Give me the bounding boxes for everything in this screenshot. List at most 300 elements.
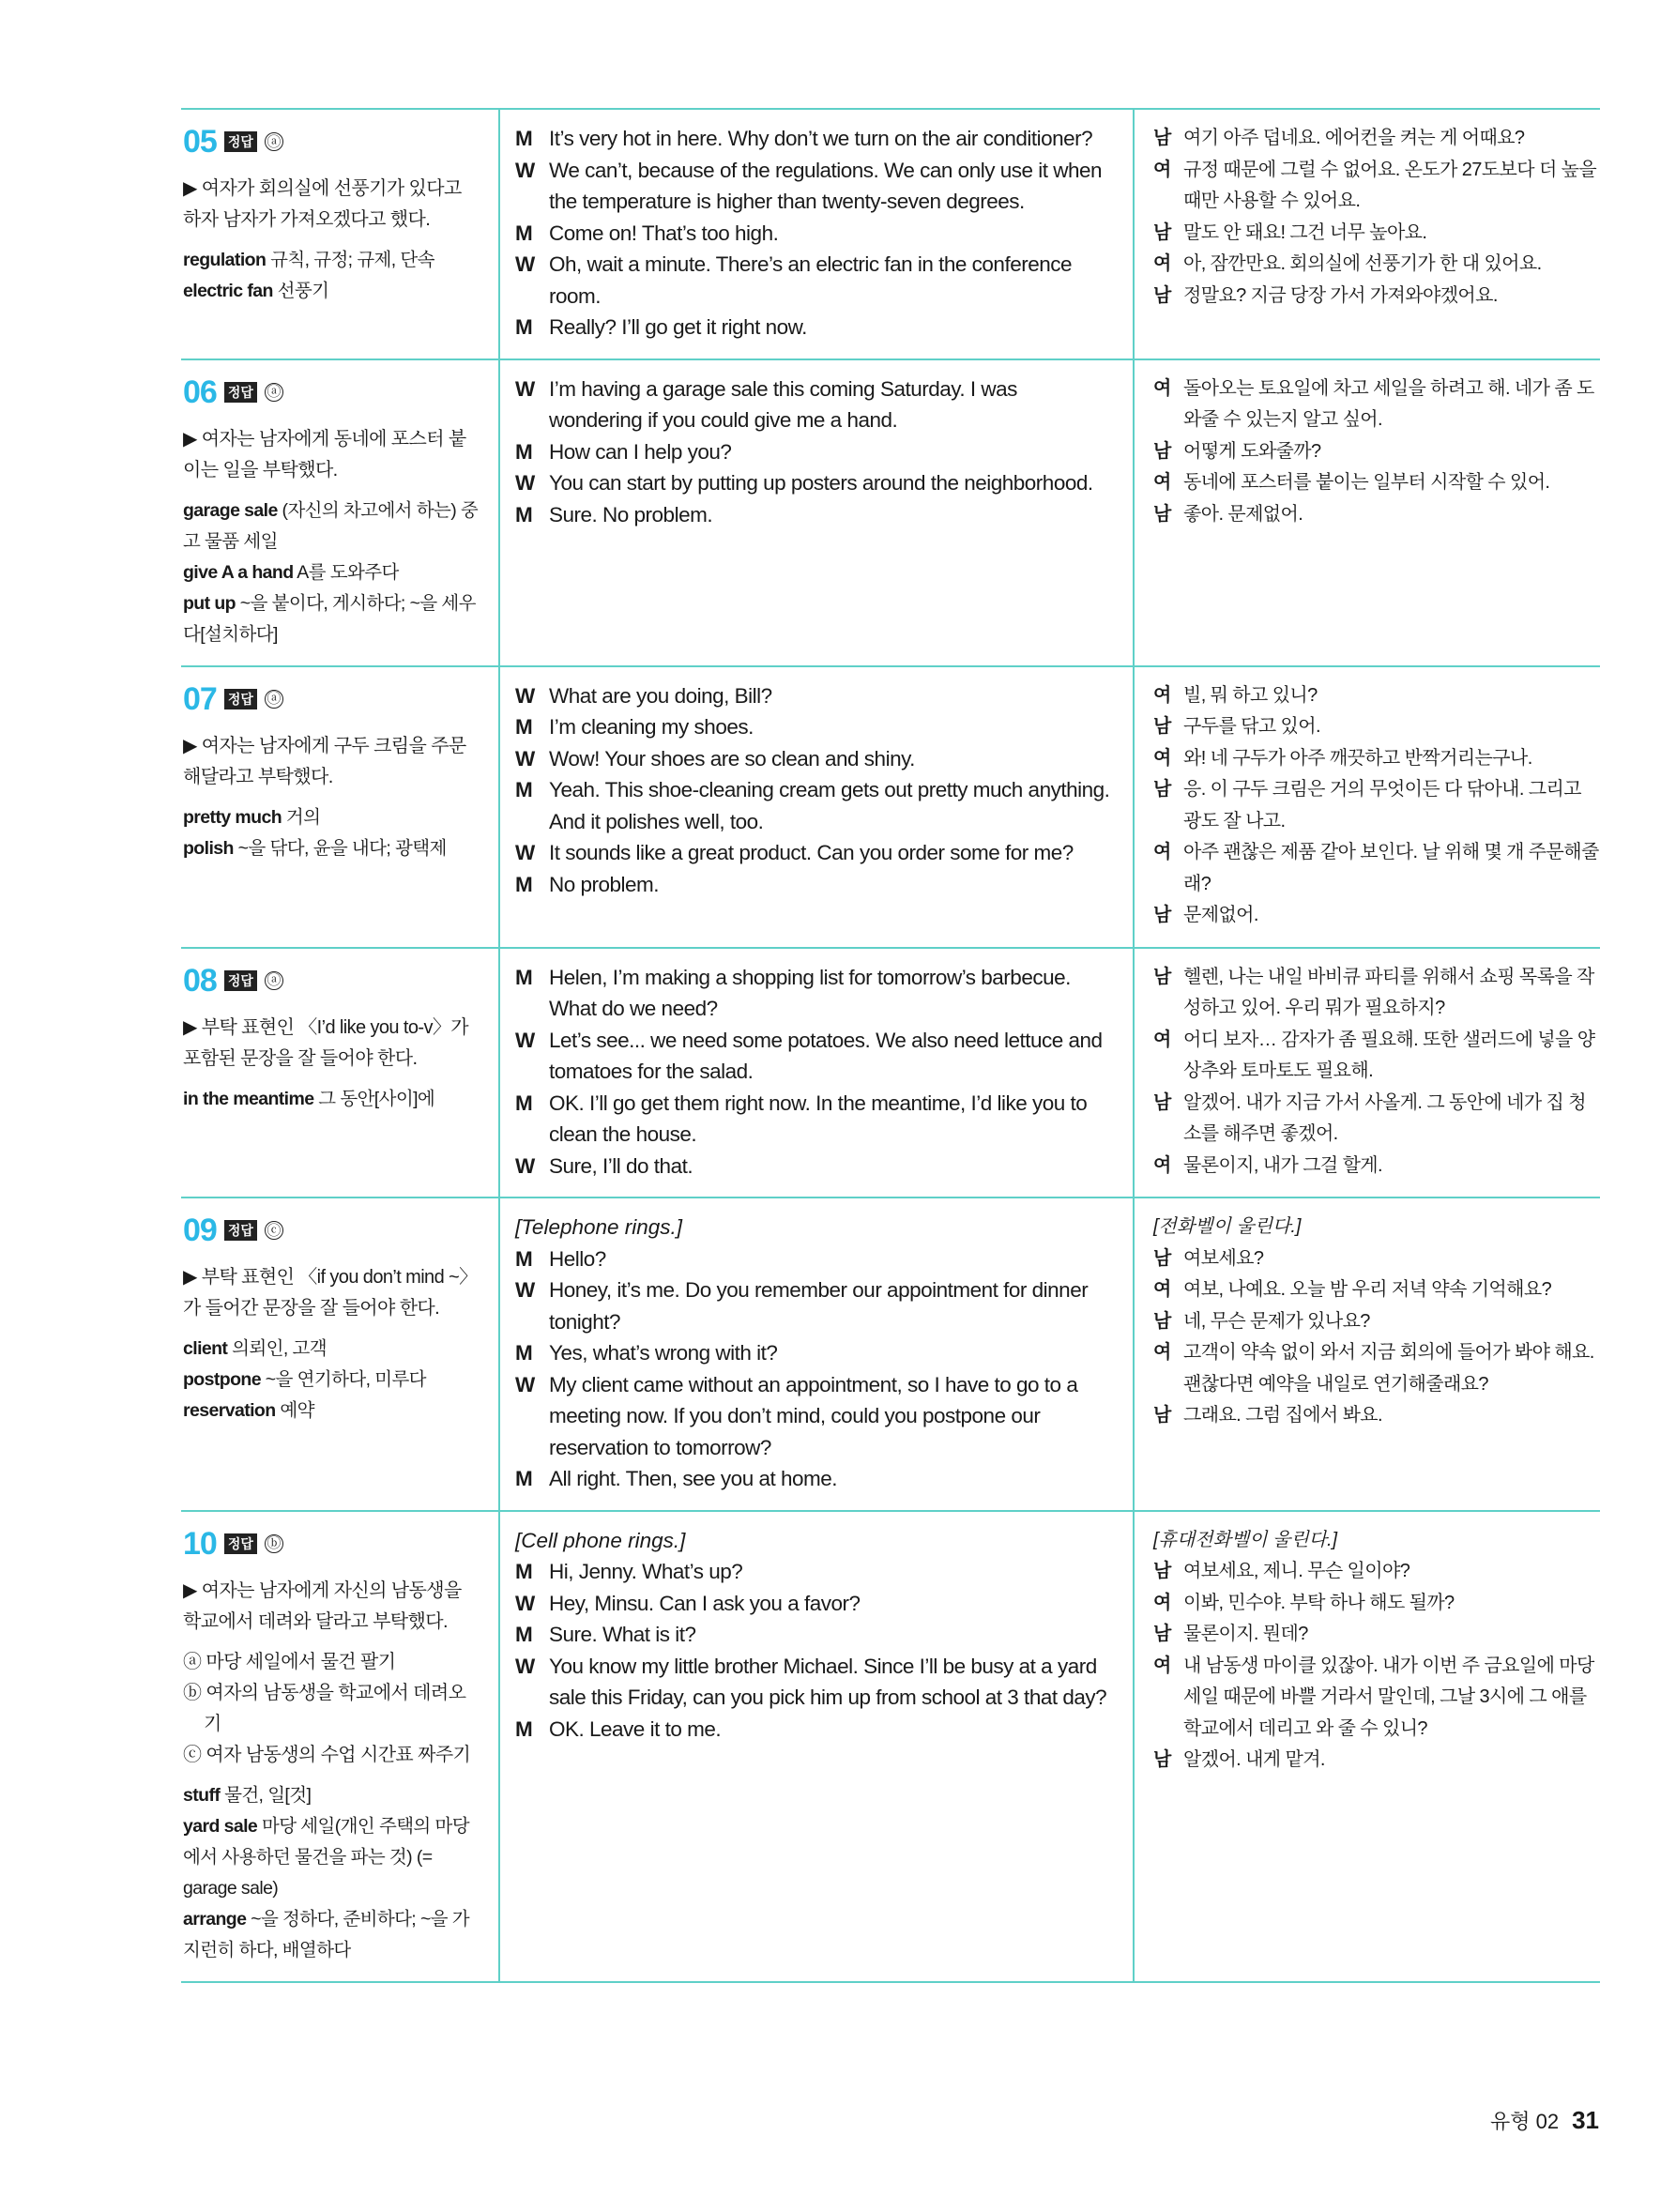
question-header [183, 962, 481, 999]
vocab-term: pretty much [183, 806, 282, 828]
line-text: 어디 보자… 감자가 좀 필요해. 또한 샐러드에 넣을 양상추와 토마토도 필요해. [1183, 1029, 1595, 1081]
question-header [183, 1212, 481, 1249]
dialogue-line [515, 837, 1114, 869]
line-text: Wow! Your shoes are so clean and shiny. [549, 746, 915, 770]
vocab-entry [183, 1811, 481, 1904]
dialogue-line [515, 218, 1114, 250]
vocab-entry [183, 557, 481, 588]
vocab-entry [183, 1334, 481, 1365]
korean-stage-direction: [휴대전화벨이 울린다.] [1153, 1529, 1338, 1550]
vocab-entry [183, 1396, 481, 1426]
line-text: Oh, wait a minute. There’s an electric fan in the conference room. [549, 252, 1072, 308]
vocabulary-list [183, 1780, 481, 1966]
vocab-term: give A a hand [183, 561, 294, 583]
translation-line [1153, 436, 1600, 468]
dialogue [515, 1556, 1114, 1745]
question-row [181, 109, 1600, 359]
answer-option: ⓐ 마당 세일에서 물건 팔기 [183, 1651, 396, 1672]
dialogue-line [515, 1463, 1114, 1495]
vocabulary-list [183, 1084, 481, 1115]
translation-line [1153, 1151, 1600, 1182]
question-row [181, 1511, 1600, 1982]
dialogue-line [515, 1556, 1114, 1588]
answer-table [181, 108, 1600, 1983]
vocab-entry [183, 833, 481, 864]
question-row [181, 1198, 1600, 1511]
translation-cell [1134, 948, 1600, 1198]
line-text: 동네에 포스터를 붙이는 일부터 시작할 수 있어. [1183, 472, 1550, 493]
vocab-entry [183, 245, 481, 276]
line-text: Helen, I’m making a shopping list for tomorrow’s barbecue. What do we need? [549, 965, 1071, 1020]
translation-line [1153, 1619, 1600, 1651]
korean-translation [1153, 1243, 1600, 1432]
dialogue-line [515, 774, 1114, 837]
speaker: 남 [1153, 284, 1171, 306]
speaker: W [515, 683, 535, 708]
line-text: 문제없어. [1183, 905, 1258, 925]
translation-line [1153, 962, 1600, 1025]
answer-label: 정답 [224, 131, 257, 152]
vocab-meaning: 마당 세일(개인 주택의 마당에서 사용하던 물건을 파는 것) (= garage sale) [183, 1815, 469, 1899]
vocab-entry [183, 496, 481, 557]
explanation-text: ▶ 여자는 남자에게 자신의 남동생을 학교에서 데려와 달라고 부탁했다. [183, 1579, 462, 1632]
translation-line [1153, 1337, 1600, 1400]
speaker: 여 [1153, 1279, 1171, 1300]
question-row [181, 666, 1600, 948]
vocab-entry [183, 1084, 481, 1115]
explanation-text: ▶ 여자는 남자에게 동네에 포스터 붙이는 일을 부탁했다. [183, 428, 466, 481]
translation-line [1153, 467, 1600, 499]
dialogue-line [515, 1088, 1114, 1151]
line-text: I’m having a garage sale this coming Saturday. I was wondering if you could give me a hand. [549, 376, 1017, 432]
question-number: 07 [183, 680, 217, 717]
line-text: My client came without an appointment, so I have to go to a meeting now. If you don’t mind, could you postpone our reservation to tomorrow? [549, 1372, 1078, 1459]
question-header [183, 123, 481, 160]
answer-choice: ⓐ [265, 132, 283, 151]
answer-label: 정답 [224, 1533, 257, 1554]
dialogue-cell [499, 948, 1134, 1198]
line-text: 알겠어. 내가 지금 가서 사올게. 그 동안에 네가 집 청소를 해주면 좋겠어. [1183, 1091, 1586, 1144]
vocab-entry [183, 588, 481, 650]
line-text: You can start by putting up posters around the neighborhood. [549, 471, 1093, 495]
question-number: 10 [183, 1525, 217, 1562]
speaker: W [515, 1153, 535, 1178]
line-text: Really? I’ll go get it right now. [549, 315, 807, 339]
line-text: It sounds like a great product. Can you order some for me? [549, 841, 1074, 864]
answer-option: ⓑ 여자의 남동생을 학교에서 데려오기 [183, 1682, 466, 1734]
translation-line [1153, 218, 1600, 250]
line-text: 네, 무슨 문제가 있나요? [1183, 1310, 1370, 1332]
vocab-meaning: ~을 닦다, 윤을 내다; 광택제 [237, 837, 447, 859]
page-number: 31 [1572, 2106, 1599, 2134]
dialogue-line [515, 1651, 1114, 1714]
korean-translation [1153, 680, 1600, 932]
translation-line [1153, 123, 1600, 155]
speaker: 남 [1153, 905, 1171, 925]
speaker: 남 [1153, 440, 1171, 462]
dialogue-line [515, 1588, 1114, 1620]
vocab-entry [183, 802, 481, 833]
translation-line [1153, 1274, 1600, 1306]
speaker: M [515, 715, 533, 739]
speaker: 여 [1153, 842, 1171, 862]
question-number: 06 [183, 374, 217, 410]
vocab-term: client [183, 1338, 228, 1359]
dialogue-line [515, 962, 1114, 1025]
stage-direction: [Cell phone rings.] [515, 1528, 686, 1552]
line-text: 말도 안 돼요! 그건 너무 높아요. [1183, 221, 1427, 243]
dialogue-line [515, 869, 1114, 901]
line-text: 물론이지. 뭔데? [1183, 1624, 1308, 1644]
translation-line [1153, 281, 1600, 313]
page-footer [1490, 2106, 1599, 2135]
speaker: W [515, 471, 535, 495]
dialogue [515, 123, 1114, 343]
translation-line [1153, 1306, 1600, 1338]
question-header [183, 374, 481, 411]
speaker: M [515, 127, 533, 150]
line-text: 정말요? 지금 당장 가서 가져와야겠어요. [1183, 284, 1498, 306]
translation-line [1153, 1088, 1600, 1151]
speaker: M [515, 502, 533, 526]
vocab-term: regulation [183, 250, 267, 270]
vocab-term: put up [183, 592, 236, 614]
dialogue-line [515, 1337, 1114, 1369]
speaker: W [515, 1278, 535, 1302]
question-header [183, 680, 481, 718]
translation-line [1153, 1745, 1600, 1777]
line-text: Hi, Jenny. What’s up? [549, 1560, 743, 1583]
line-text: 빌, 뭐 하고 있니? [1183, 684, 1318, 706]
translation-line [1153, 1025, 1600, 1088]
vocab-term: postpone [183, 1369, 261, 1390]
line-text: Sure. What is it? [549, 1623, 696, 1646]
line-text: 여보세요, 제니. 무슨 일이야? [1183, 1561, 1410, 1581]
vocab-term: garage sale [183, 499, 278, 521]
dialogue [515, 1243, 1114, 1495]
line-text: 헬렌, 나는 내일 바비큐 파티를 위해서 쇼핑 목록을 작성하고 있어. 우리 뭐가 필요하지? [1183, 966, 1594, 1018]
line-text: It’s very hot in here. Why don’t we turn on the air conditioner? [549, 127, 1093, 150]
vocab-meaning: ~을 붙이다, 게시하다; ~을 세우다[설치하다] [183, 592, 476, 645]
explanation-text: ▶ 여자는 남자에게 구두 크림을 주문해달라고 부탁했다. [183, 735, 466, 787]
speaker: 남 [1153, 1749, 1171, 1770]
speaker: W [515, 252, 535, 276]
line-text: OK. Leave it to me. [549, 1716, 722, 1741]
translation-line [1153, 499, 1600, 531]
line-text: 알겠어. 내게 맡겨. [1183, 1749, 1325, 1770]
vocab-meaning: 물건, 일[것] [224, 1784, 312, 1806]
answer-choice: ⓑ [265, 1534, 283, 1553]
dialogue-line [515, 436, 1114, 468]
explanation-cell [181, 1511, 499, 1982]
line-text: 아, 잠깐만요. 회의실에 선풍기가 한 대 있어요. [1183, 253, 1542, 274]
line-text: 고객이 약속 없이 와서 지금 회의에 들어가 봐야 해요. 괜찮다면 예약을 내일로 연기해줄래요? [1183, 1342, 1594, 1395]
line-text: Honey, it’s me. Do you remember our appointment for dinner tonight? [549, 1278, 1089, 1334]
answer-label: 정답 [224, 1220, 257, 1241]
line-text: Sure. No problem. [549, 502, 713, 526]
speaker: 남 [1153, 1561, 1171, 1581]
speaker: 여 [1153, 1655, 1171, 1676]
speaker: M [515, 439, 533, 464]
vocab-entry [183, 276, 481, 307]
speaker: 남 [1153, 1247, 1171, 1269]
line-text: 여보, 나예요. 오늘 밤 우리 저녁 약속 기억해요? [1183, 1279, 1552, 1300]
translation-cell [1134, 1198, 1600, 1511]
line-text: Come on! That’s too high. [549, 221, 779, 245]
korean-translation [1153, 374, 1600, 531]
line-text: OK. I’ll go get them right now. In the meantime, I’d like you to clean the house. [549, 1091, 1088, 1146]
speaker: 여 [1153, 253, 1171, 274]
translation-cell [1134, 1511, 1600, 1982]
dialogue-line [515, 711, 1114, 743]
speaker: 남 [1153, 1624, 1171, 1644]
line-text: Sure, I’ll do that. [549, 1153, 693, 1178]
answer-label: 정답 [224, 382, 257, 403]
speaker: M [515, 1341, 533, 1365]
line-text: All right. Then, see you at home. [549, 1467, 838, 1490]
line-text: How can I help you? [549, 439, 732, 464]
question-row [181, 948, 1600, 1198]
vocab-entry [183, 1780, 481, 1811]
explanation-text: ▶ 부탁 표현인 〈I’d like you to-v〉가 포함된 문장을 잘 들어야 한다. [183, 1016, 468, 1069]
question-number: 09 [183, 1213, 217, 1248]
speaker: M [515, 1246, 533, 1271]
line-text: 아주 괜찮은 제품 같아 보인다. 날 위해 몇 개 주문해줄래? [1183, 842, 1599, 894]
speaker: M [515, 315, 533, 339]
translation-cell [1134, 109, 1600, 359]
vocab-meaning: 예약 [280, 1400, 314, 1421]
speaker: M [515, 221, 533, 245]
speaker: W [515, 1591, 535, 1615]
vocab-meaning: ~을 정하다, 준비하다; ~을 가지런히 하다, 배열하다 [183, 1908, 470, 1960]
dialogue-line [515, 374, 1114, 436]
vocab-term: arrange [183, 1908, 247, 1930]
translation-line [1153, 680, 1600, 712]
translation-cell [1134, 359, 1600, 666]
line-text: Hey, Minsu. Can I ask you a favor? [549, 1591, 861, 1615]
vocabulary-list [183, 496, 481, 650]
vocab-meaning: (자신의 차고에서 하는) 중고 물품 세일 [183, 499, 479, 552]
dialogue [515, 374, 1114, 531]
speaker: 여 [1153, 747, 1171, 769]
dialogue-cell [499, 1511, 1134, 1982]
speaker: M [515, 1623, 533, 1646]
explanation-cell [181, 666, 499, 948]
section-label: 유형 02 [1489, 2110, 1560, 2133]
line-text: You know my little brother Michael. Since I’ll be busy at a yard sale this Friday, can you pick him up from school at 3 that day? [549, 1654, 1107, 1709]
vocab-meaning: 그 동안[사이]에 [318, 1088, 435, 1109]
speaker: 남 [1153, 1091, 1171, 1113]
speaker: W [515, 158, 535, 182]
speaker: M [515, 1091, 533, 1115]
vocab-term: yard sale [183, 1815, 258, 1837]
line-text: No problem. [549, 872, 660, 896]
explanation-cell [181, 948, 499, 1198]
speaker: 여 [1153, 377, 1171, 399]
answer-choice: ⓐ [265, 690, 283, 709]
vocab-meaning: A를 도와주다 [297, 561, 399, 583]
speaker: M [515, 778, 533, 801]
vocab-term: electric fan [183, 281, 273, 301]
line-text: Yeah. This shoe-cleaning cream gets out pretty much anything. And it polishes well, too. [549, 778, 1110, 833]
speaker: 여 [1153, 472, 1171, 493]
answer-option: ⓒ 여자 남동생의 수업 시간표 짜주기 [183, 1744, 471, 1765]
translation-line [1153, 837, 1600, 900]
dialogue-line [515, 1025, 1114, 1088]
translation-line [1153, 774, 1600, 837]
speaker: 여 [1153, 684, 1171, 706]
speaker: W [515, 746, 535, 770]
vocab-entry [183, 1365, 481, 1396]
dialogue-line [515, 1274, 1114, 1337]
translation-line [1153, 1588, 1600, 1620]
stage-direction: [Telephone rings.] [515, 1215, 683, 1239]
dialogue-line [515, 312, 1114, 343]
answer-label: 정답 [224, 970, 257, 991]
speaker: W [515, 376, 535, 401]
speaker: 남 [1153, 1405, 1171, 1426]
line-text: 이봐, 민수야. 부탁 하나 해도 될까? [1183, 1592, 1455, 1613]
speaker: M [515, 1716, 533, 1741]
vocab-meaning: 선풍기 [277, 281, 329, 301]
line-text: Let’s see... we need some potatoes. We also need lettuce and tomatoes for the salad. [549, 1028, 1103, 1083]
line-text: We can’t, because of the regulations. We can only use it when the temperature is higher than twenty-seven degrees. [549, 158, 1103, 213]
dialogue-line [515, 499, 1114, 531]
line-text: 물론이지, 내가 그걸 할게. [1183, 1154, 1382, 1176]
translation-line [1153, 1556, 1600, 1588]
explanation-text: ▶ 여자가 회의실에 선풍기가 있다고 하자 남자가 가져오겠다고 했다. [183, 178, 462, 230]
question-row [181, 359, 1600, 666]
korean-translation [1153, 1556, 1600, 1777]
dialogue-line [515, 1151, 1114, 1182]
speaker: 남 [1153, 221, 1171, 243]
line-text: 응. 이 구두 크림은 거의 무엇이든 다 닦아내. 그리고 광도 잘 나고. [1183, 779, 1581, 831]
dialogue-cell [499, 666, 1134, 948]
dialogue-line [515, 1714, 1114, 1746]
line-text: What are you doing, Bill? [549, 683, 772, 708]
line-text: 와! 네 구두가 아주 깨끗하고 반짝거리는구나. [1183, 747, 1532, 769]
speaker: M [515, 1467, 533, 1490]
line-text: 내 남동생 마이클 있잖아. 내가 이번 주 금요일에 마당 세일 때문에 바쁠 거라서 말인데, 그날 3시에 그 애를 학교에서 데리고 와 줄 수 있니? [1183, 1655, 1594, 1739]
line-text: 그래요. 그럼 집에서 봐요. [1183, 1405, 1382, 1426]
speaker: M [515, 1560, 533, 1583]
translation-line [1153, 711, 1600, 743]
translation-line [1153, 1243, 1600, 1275]
line-text: Yes, what’s wrong with it? [549, 1341, 778, 1365]
speaker: W [515, 1028, 535, 1052]
korean-translation [1153, 123, 1600, 312]
speaker: 여 [1153, 1592, 1171, 1613]
speaker: 남 [1153, 966, 1171, 987]
speaker: 남 [1153, 716, 1171, 737]
dialogue-cell [499, 109, 1134, 359]
line-text: 여보세요? [1183, 1247, 1264, 1269]
question-number: 05 [183, 124, 217, 160]
dialogue-line [515, 1243, 1114, 1275]
translation-line [1153, 1400, 1600, 1432]
vocab-meaning: ~을 연기하다, 미루다 [265, 1369, 426, 1390]
explanation-text: ▶ 부탁 표현인 〈if you don’t mind ~〉가 들어간 문장을 잘 들어야 한다. [183, 1267, 478, 1319]
line-text: 좋아. 문제없어. [1183, 503, 1303, 525]
vocab-meaning: 의뢰인, 고객 [232, 1338, 327, 1359]
vocab-meaning: 거의 [285, 806, 321, 828]
dialogue-line [515, 123, 1114, 155]
line-text: 어떻게 도와줄까? [1183, 440, 1321, 462]
line-text: 구두를 닦고 있어. [1183, 716, 1320, 737]
vocab-term: reservation [183, 1400, 276, 1421]
answer-label: 정답 [224, 689, 257, 709]
korean-translation [1153, 962, 1600, 1182]
speaker: 남 [1153, 779, 1171, 800]
translation-line [1153, 155, 1600, 218]
dialogue-cell [499, 359, 1134, 666]
translation-line [1153, 900, 1600, 932]
line-text: Hello? [549, 1246, 606, 1271]
speaker: W [515, 841, 535, 864]
explanation-cell [181, 359, 499, 666]
line-text: 돌아오는 토요일에 차고 세일을 하려고 해. 네가 좀 도와줄 수 있는지 알고 싶어. [1183, 377, 1594, 430]
explanation-cell [181, 1198, 499, 1511]
dialogue-line [515, 467, 1114, 499]
speaker: 남 [1153, 128, 1171, 148]
answer-choice: ⓐ [265, 971, 283, 990]
vocab-meaning: 규칙, 규정; 규제, 단속 [270, 250, 434, 270]
speaker: 남 [1153, 503, 1171, 525]
dialogue-line [515, 743, 1114, 775]
speaker: 남 [1153, 1310, 1171, 1332]
question-header [183, 1525, 481, 1563]
vocabulary-list [183, 245, 481, 307]
speaker: M [515, 965, 533, 989]
answer-choice: ⓒ [265, 1221, 283, 1240]
dialogue [515, 962, 1114, 1182]
question-number: 08 [183, 962, 217, 999]
speaker: M [515, 872, 533, 896]
line-text: 여기 아주 덥네요. 에어컨을 켜는 게 어때요? [1183, 128, 1525, 148]
dialogue-line [515, 680, 1114, 712]
answer-choice: ⓐ [265, 383, 283, 402]
dialogue-line [515, 155, 1114, 218]
dialogue [515, 680, 1114, 901]
line-text: 규정 때문에 그럴 수 없어요. 온도가 27도보다 더 높을 때만 사용할 수 있어요. [1183, 159, 1597, 211]
dialogue-line [515, 1369, 1114, 1464]
dialogue-line [515, 1619, 1114, 1651]
speaker: W [515, 1372, 535, 1396]
vocabulary-list [183, 1334, 481, 1426]
translation-cell [1134, 666, 1600, 948]
vocab-term: polish [183, 837, 234, 859]
translation-line [1153, 249, 1600, 281]
vocabulary-list [183, 802, 481, 864]
explanation-cell [181, 109, 499, 359]
speaker: 여 [1153, 1342, 1171, 1363]
answer-options [183, 1647, 481, 1771]
translation-line [1153, 1651, 1600, 1746]
dialogue-cell [499, 1198, 1134, 1511]
translation-line [1153, 374, 1600, 436]
speaker: W [515, 1654, 535, 1678]
vocab-term: in the meantime [183, 1088, 314, 1109]
vocab-term: stuff [183, 1784, 221, 1806]
korean-stage-direction: [전화벨이 울린다.] [1153, 1216, 1302, 1237]
line-text: I’m cleaning my shoes. [549, 715, 754, 739]
speaker: 여 [1153, 1029, 1171, 1050]
vocab-entry [183, 1904, 481, 1966]
translation-line [1153, 743, 1600, 775]
speaker: 여 [1153, 1154, 1171, 1176]
dialogue-line [515, 249, 1114, 312]
speaker: 여 [1153, 159, 1171, 180]
